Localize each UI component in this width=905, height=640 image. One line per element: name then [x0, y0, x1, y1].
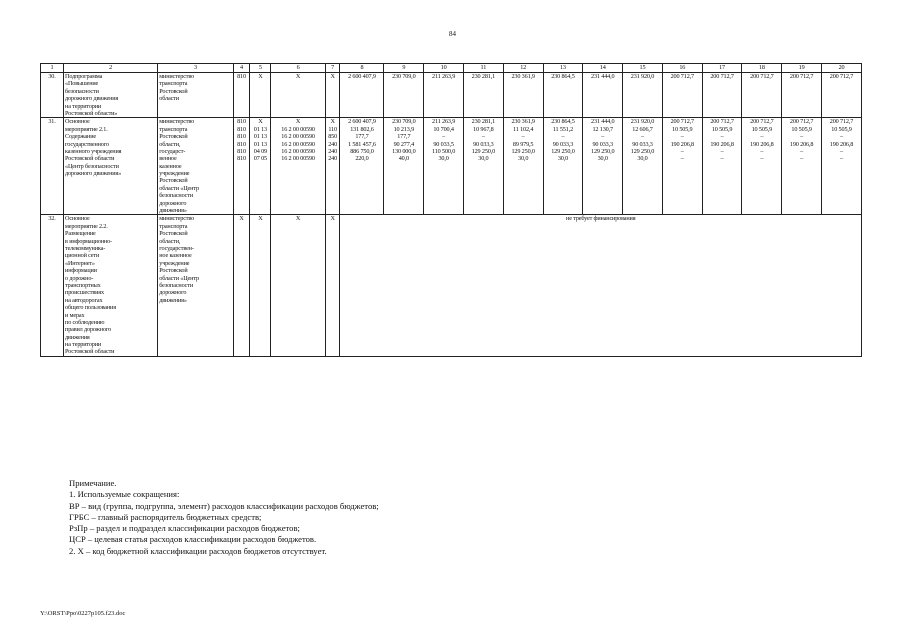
budget-value: 30,0: [597, 155, 608, 163]
budget-value-cell: [325, 118, 340, 215]
activity-name-line: движения: [65, 333, 90, 341]
classification-code: Х: [271, 215, 325, 356]
budget-value: 16 2 00 00590: [281, 147, 315, 155]
executor-name-line: министерство: [159, 215, 195, 223]
column-header: 17: [702, 64, 742, 73]
budget-value-cell: [543, 73, 583, 118]
budget-value: 10 505,9: [711, 125, 733, 133]
budget-value: –: [840, 155, 843, 163]
budget-value: 810: [237, 125, 246, 133]
budget-value-cell: [271, 118, 325, 215]
budget-value-cell: [503, 118, 543, 215]
budget-value: 810: [237, 133, 246, 141]
executor-name-line: Ростовской: [159, 133, 188, 141]
budget-value: 01 13: [253, 140, 267, 148]
budget-value: 177,7: [355, 133, 369, 141]
budget-value: 07 05: [253, 155, 267, 163]
budget-value-cell: [822, 73, 862, 118]
budget-value: 190 206,8: [710, 140, 734, 148]
activity-name-line: телекоммуника-: [65, 244, 106, 252]
budget-value: 190 206,8: [829, 140, 854, 148]
budget-value: –: [680, 147, 684, 155]
budget-value: 130 000,0: [392, 147, 416, 155]
budget-value: 129 250,0: [471, 147, 496, 155]
budget-value: 10 505,9: [672, 125, 693, 133]
executor-name-line: безопасности: [159, 192, 193, 200]
budget-value: 90 033,3: [552, 140, 574, 148]
activity-name-line: «Центр безопасности: [65, 162, 119, 170]
budget-value: –: [481, 133, 485, 141]
budget-value: 230 361,9: [511, 73, 535, 80]
budget-value: 200 712,7: [750, 118, 774, 126]
table-header-row: [41, 64, 862, 73]
budget-value: Х: [295, 73, 301, 80]
executor-name-line: области «Центр: [159, 274, 199, 282]
column-header: 14: [583, 64, 623, 73]
column-header: 4: [233, 64, 250, 73]
budget-value: 110 500,0: [432, 147, 456, 155]
table-row: [41, 118, 862, 215]
budget-value: 90 033,3: [592, 140, 613, 148]
executor-name-line: области,: [159, 140, 181, 148]
executor-name-line: области «Центр: [159, 184, 199, 192]
executor-name-line: транспорта: [159, 222, 188, 230]
budget-value: 231 444,0: [591, 118, 615, 126]
notes-item: ГРБС – главный распорядитель бюджетных средств;: [69, 511, 262, 522]
activity-name-line: Содержание: [65, 133, 96, 141]
budget-value-cell: [742, 73, 782, 118]
column-header: 13: [543, 64, 583, 73]
budget-value-cell: [463, 118, 503, 215]
budget-value: 16 2 00 00590: [281, 155, 315, 163]
notes-item: 2. Х – код бюджетной классификации расходов бюджетов отсутствует.: [69, 545, 327, 556]
executor-name-line: учреждение: [159, 259, 190, 267]
executor-name-line: учреждение: [159, 170, 190, 178]
executor-name-line: безопасности: [159, 281, 193, 289]
executor-name-line: дорожного: [159, 289, 187, 297]
budget-value-cell: [782, 118, 822, 215]
budget-value: –: [720, 155, 724, 163]
budget-value: 190 206,8: [670, 140, 694, 148]
activity-name-line: дорожного движения: [65, 95, 119, 103]
budget-value: 30,0: [637, 155, 648, 163]
activity-name-line: «Интернет»: [65, 259, 95, 267]
budget-value-cell: [503, 73, 543, 118]
budget-value: –: [760, 147, 764, 155]
budget-value: 10 505,9: [831, 125, 852, 133]
budget-value: 16 2 00 00590: [281, 125, 315, 133]
budget-value: 40,0: [398, 155, 409, 163]
activity-name-line: правил дорожного: [65, 326, 112, 334]
executor-name-line: дорожного: [159, 199, 187, 207]
budget-value: 211 263,9: [432, 73, 456, 80]
executor-name-line: казенное: [159, 162, 182, 170]
budget-value-cell: [782, 73, 822, 118]
column-header: 12: [503, 64, 543, 73]
budget-value: 177,7: [397, 133, 411, 141]
executor-name-line: области,: [159, 237, 181, 245]
budget-value: –: [561, 133, 565, 141]
budget-value: Х: [330, 118, 335, 126]
budget-value-cell: [233, 118, 250, 215]
notes-section: [69, 478, 379, 557]
budget-value: 230 709,0: [392, 118, 416, 126]
budget-value-cell: [583, 118, 623, 215]
budget-value: 200 712,7: [710, 73, 734, 80]
budget-value-cell: [233, 73, 250, 118]
executor-name-line: Ростовской: [159, 177, 188, 185]
budget-value: –: [680, 133, 684, 141]
budget-value: 129 250,0: [551, 147, 575, 155]
notes-item: 1. Используемые сокращения:: [69, 489, 180, 500]
budget-value: 230 709,0: [392, 73, 416, 80]
budget-value: –: [601, 133, 605, 141]
budget-value-cell: [424, 118, 464, 215]
executor-name-line: транспорта: [159, 80, 188, 88]
budget-value: –: [680, 155, 684, 163]
column-header: 10: [424, 64, 464, 73]
column-header: 2: [64, 64, 158, 73]
budget-value: 2 600 407,9: [348, 118, 376, 126]
budget-value: Х: [295, 118, 301, 126]
activity-name-line: Подпрограмма: [65, 73, 103, 80]
budget-value-cell: [424, 73, 464, 118]
budget-value: 810: [237, 155, 246, 163]
table-row: [41, 73, 862, 118]
activity-name: [64, 215, 158, 356]
notes-item: ВР – вид (группа, подгруппа, элемент) расходов классификации расходов бюджетов;: [69, 500, 379, 511]
budget-value-cell: [271, 73, 325, 118]
executor-name-line: области: [159, 95, 179, 103]
budget-value: 190 206,8: [750, 140, 774, 148]
budget-value: 89 979,5: [512, 140, 534, 148]
budget-value: 200 712,7: [789, 118, 814, 126]
column-header: 5: [250, 64, 271, 73]
row-number: 30.: [41, 73, 64, 118]
budget-value: –: [840, 133, 843, 141]
budget-value: 240: [328, 147, 338, 155]
budget-value-cell: [250, 118, 271, 215]
column-header: 8: [340, 64, 384, 73]
budget-value: 30,0: [518, 155, 529, 163]
column-header: 1: [41, 64, 64, 73]
executor-name: [158, 215, 233, 356]
column-header: 16: [662, 64, 702, 73]
notes-item: РзПр – раздел и подраздел классификации расходов бюджетов;: [69, 523, 300, 534]
activity-name-line: дорожного движения»: [65, 170, 122, 178]
budget-value: –: [442, 133, 446, 141]
budget-value: –: [720, 133, 724, 141]
column-header: 18: [742, 64, 782, 73]
budget-value: 10 700,4: [433, 125, 454, 133]
column-header: 7: [325, 64, 340, 73]
budget-value: 10 213,9: [393, 125, 415, 133]
budget-value: 90 033,3: [632, 140, 653, 148]
budget-value-cell: [702, 118, 742, 215]
activity-name-line: транспортных: [65, 281, 101, 289]
activity-name-line: на территории: [65, 102, 102, 110]
budget-value: 240: [328, 155, 338, 163]
budget-value: 110: [328, 125, 337, 133]
budget-value: 16 2 00 00590: [281, 140, 315, 148]
table-row: [41, 215, 862, 356]
budget-value-cell: [543, 118, 583, 215]
budget-value: 10 967,8: [473, 125, 494, 133]
budget-value: 810: [237, 140, 246, 148]
budget-value: 190 206,8: [789, 140, 814, 148]
budget-value: 200 712,7: [710, 118, 734, 126]
activity-name-line: в информационно-: [65, 237, 112, 245]
budget-value-cell: [662, 118, 702, 215]
budget-value: 240: [328, 140, 338, 148]
executor-name-line: движения»: [159, 207, 187, 215]
budget-value: 200 712,7: [789, 73, 814, 80]
executor-name-line: государст-: [159, 147, 186, 155]
budget-value: 200 712,7: [750, 73, 774, 80]
column-header: 19: [782, 64, 822, 73]
executor-name-line: Ростовской: [159, 230, 188, 238]
activity-name-line: на территории: [65, 341, 102, 349]
budget-value: 129 250,0: [591, 147, 615, 155]
budget-value: 886 750,0: [350, 147, 374, 155]
row-number: 31.: [41, 118, 64, 215]
budget-value: 129 250,0: [630, 147, 655, 155]
page-number: 84: [449, 30, 456, 38]
budget-value: 131 802,6: [350, 125, 374, 133]
budget-value: –: [521, 133, 525, 141]
classification-code: Х: [325, 215, 340, 356]
activity-name-line: «Повышение: [65, 80, 99, 88]
budget-value: –: [760, 155, 764, 163]
budget-value: 11 102,4: [513, 125, 534, 133]
budget-value-cell: [702, 73, 742, 118]
executor-name: [158, 118, 233, 215]
budget-value: 10 505,9: [791, 125, 812, 133]
budget-value: 200 712,7: [829, 73, 854, 80]
budget-value: 200 712,7: [670, 73, 694, 80]
budget-value: 01 13: [253, 125, 267, 133]
budget-value: 200 712,7: [829, 118, 854, 126]
activity-name-line: на автодорогах: [65, 296, 103, 304]
budget-value-cell: [623, 73, 663, 118]
activity-name-line: ционной сети: [65, 252, 100, 260]
executor-name-line: ное казенное: [159, 252, 192, 260]
budget-value: 230 361,9: [511, 118, 535, 126]
classification-code: Х: [250, 215, 271, 356]
budget-value-cell: [325, 73, 340, 118]
budget-value: 01 13: [253, 133, 267, 141]
column-header: 11: [463, 64, 503, 73]
activity-name-line: информации: [65, 267, 97, 275]
budget-value: 230 864,5: [551, 118, 575, 126]
budget-value: –: [800, 155, 804, 163]
budget-value-cell: [384, 118, 424, 215]
budget-value-cell: [340, 118, 384, 215]
budget-value-cell: [662, 73, 702, 118]
budget-value: 90 033,5: [433, 140, 454, 148]
budget-value: 231 920,0: [630, 118, 655, 126]
activity-name-line: происшествиях: [65, 289, 104, 297]
file-path-footer: Y:\ORST\Ppo\0227p105.f23.doc: [40, 610, 126, 617]
activity-name: [64, 118, 158, 215]
budget-value: 231 444,0: [591, 73, 615, 80]
budget-value: 220,0: [355, 155, 369, 163]
budget-value: 810: [237, 147, 246, 155]
column-header: 6: [271, 64, 325, 73]
budget-value-cell: [623, 118, 663, 215]
budget-value-cell: [583, 73, 623, 118]
budget-value: 30,0: [438, 155, 449, 163]
budget-value: 04 09: [253, 147, 267, 155]
classification-code: Х: [233, 215, 250, 356]
budget-value-cell: [822, 118, 862, 215]
budget-value: –: [760, 133, 764, 141]
budget-value-cell: [742, 118, 782, 215]
budget-value: 90 033,3: [473, 140, 494, 148]
activity-name-line: государственного: [65, 140, 109, 148]
budget-value: 12 130,7: [592, 125, 613, 133]
budget-value: 129 250,0: [511, 147, 535, 155]
activity-name-line: Размещение: [65, 230, 96, 238]
column-header: 20: [822, 64, 862, 73]
budget-table: [40, 63, 862, 357]
column-header: 15: [623, 64, 663, 73]
budget-value: 2 600 407,9: [348, 73, 376, 80]
activity-name-line: о дорожно-: [65, 274, 94, 282]
budget-value: 12 606,7: [632, 125, 653, 133]
budget-value: –: [720, 147, 724, 155]
budget-value: Х: [258, 118, 263, 126]
budget-value: –: [800, 147, 804, 155]
executor-name-line: министерство: [159, 73, 195, 80]
budget-value: 30,0: [557, 155, 569, 163]
notes-title: Примечание.: [69, 478, 117, 488]
activity-name-line: Основное: [65, 215, 90, 223]
no-funding-note: не требует финансирования: [340, 215, 862, 356]
executor-name-line: Ростовской: [159, 87, 188, 95]
activity-name-line: и мерах: [65, 311, 85, 319]
activity-name-line: по соблюдению: [65, 318, 105, 326]
budget-value: 211 263,9: [432, 118, 456, 126]
budget-value: 810: [237, 73, 246, 80]
budget-value: 231 920,0: [630, 73, 655, 80]
executor-name-line: движения»: [159, 296, 187, 304]
activity-name-line: мероприятие 2.1.: [65, 125, 108, 133]
budget-value: 810: [237, 118, 246, 126]
budget-value: 10 505,9: [751, 125, 773, 133]
executor-name-line: министерство: [159, 118, 195, 126]
budget-value: 30,0: [478, 155, 489, 163]
budget-value-cell: [250, 73, 271, 118]
budget-value: 230 864,5: [551, 73, 575, 80]
budget-value: 16 2 00 00590: [281, 133, 315, 141]
budget-value-cell: [340, 73, 384, 118]
budget-value: 11 551,2: [552, 125, 574, 133]
budget-value: 230 281,1: [471, 118, 496, 126]
activity-name-line: Ростовской области: [65, 348, 115, 356]
executor-name-line: государствен-: [159, 244, 194, 252]
budget-value: –: [641, 133, 644, 141]
activity-name-line: Основное: [65, 118, 90, 126]
budget-value: 850: [328, 133, 338, 141]
budget-value: Х: [258, 73, 263, 80]
budget-value: Х: [330, 73, 335, 80]
executor-name-line: Ростовской: [159, 267, 188, 275]
activity-name-line: казенного учреждения: [65, 147, 122, 155]
activity-name: [64, 73, 158, 118]
activity-name-line: Ростовской области: [65, 155, 115, 163]
notes-item: ЦСР – целевая статья расходов классификации расходов бюджетов.: [69, 534, 317, 545]
activity-name-line: мероприятие 2.2.: [65, 222, 108, 230]
budget-value: 230 281,1: [471, 73, 496, 80]
budget-value: 200 712,7: [670, 118, 694, 126]
column-header: 3: [158, 64, 233, 73]
column-header: 9: [384, 64, 424, 73]
activity-name-line: общего пользования: [65, 304, 116, 312]
row-number: 32.: [41, 215, 64, 356]
executor-name: [158, 73, 233, 118]
budget-value-cell: [463, 73, 503, 118]
activity-name-line: безопасности: [65, 87, 99, 95]
executor-name-line: транспорта: [159, 125, 188, 133]
budget-value: 90 277,4: [393, 140, 415, 148]
budget-value-cell: [384, 73, 424, 118]
budget-value: –: [800, 133, 804, 141]
budget-value: 1 581 457,6: [348, 140, 376, 148]
budget-value: –: [840, 147, 843, 155]
executor-name-line: венное: [159, 155, 177, 163]
activity-name-line: Ростовской области»: [65, 109, 118, 117]
